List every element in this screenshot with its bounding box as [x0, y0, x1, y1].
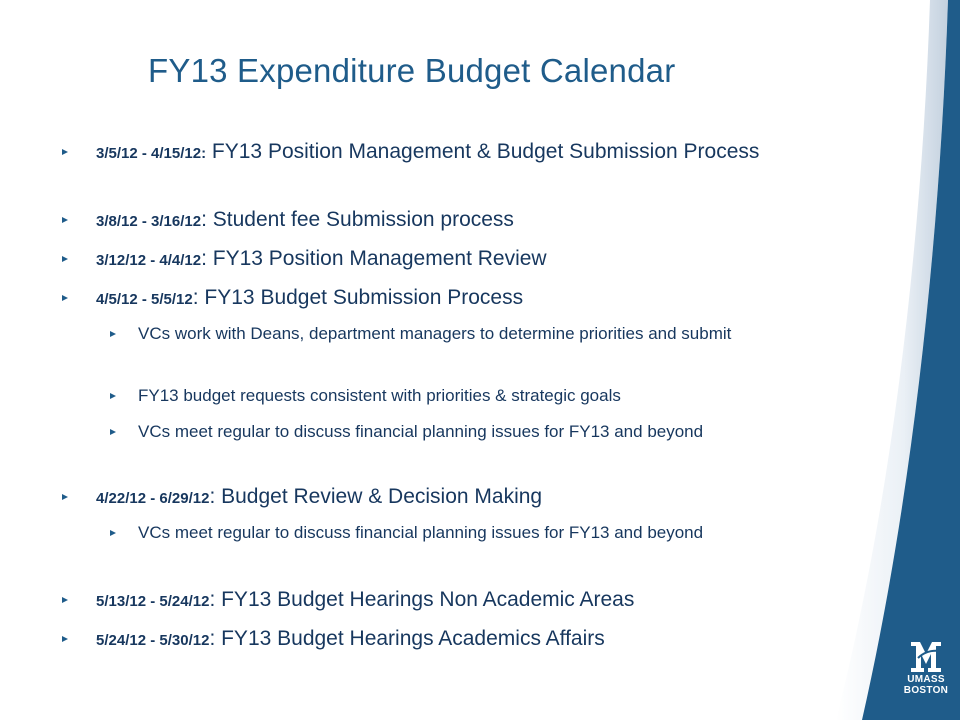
bullet-arrow-icon [62, 494, 68, 500]
bullet-arrow-icon [62, 597, 68, 603]
sub-bullet-item [138, 420, 878, 444]
umass-m-logo-icon [908, 640, 944, 674]
sub-bullet-item [138, 322, 878, 346]
bullet-arrow-icon [62, 149, 68, 155]
bullet-date: 4/5/12 - 5/5/12 [96, 291, 193, 308]
bullet-arrow-icon [110, 331, 116, 337]
bullet-item [96, 206, 886, 236]
bullet-item [96, 245, 886, 275]
bullet-item [96, 483, 886, 513]
bullet-text: : Student fee Submission process [201, 208, 514, 231]
bullet-arrow-icon [110, 429, 116, 435]
bullet-text: VCs meet regular to discuss financial planning issues for FY13 and beyond [138, 523, 704, 542]
bullet-text: FY13 Position Management & Budget Submission Process [206, 140, 760, 163]
bullet-arrow-icon [62, 636, 68, 642]
logo-line-1: UMASS [907, 674, 945, 685]
bullet-arrow-icon [110, 530, 116, 536]
bullet-item [96, 284, 886, 314]
bullet-date: 4/22/12 - 6/29/12 [96, 490, 210, 507]
bullet-text: VCs work with Deans, department managers to determine priorities and submit [138, 324, 732, 343]
bullet-item [96, 138, 886, 168]
bullet-date: 5/13/12 - 5/24/12 [96, 593, 210, 610]
bullet-text: : FY13 Position Management Review [201, 247, 547, 270]
bullet-arrow-icon [62, 256, 68, 262]
bullet-item [96, 586, 886, 616]
bullet-arrow-icon [110, 393, 116, 399]
sub-bullet-item [138, 384, 878, 408]
bullet-text: : FY13 Budget Hearings Non Academic Areas [209, 588, 635, 611]
bullet-date: 5/24/12 - 5/30/12 [96, 632, 210, 649]
umass-boston-logo [900, 640, 952, 712]
sub-bullet-item [138, 521, 878, 545]
bullet-arrow-icon [62, 295, 68, 301]
bullet-text: FY13 budget requests consistent with priorities & strategic goals [138, 386, 621, 405]
page-title: FY13 Expenditure Budget Calendar [148, 52, 676, 89]
bullet-text: : FY13 Budget Submission Process [192, 286, 524, 309]
bullet-arrow-icon [62, 217, 68, 223]
bullet-text: : FY13 Budget Hearings Academics Affairs [209, 627, 605, 650]
bullet-date: 3/8/12 - 3/16/12 [96, 213, 202, 230]
bullet-date: 3/12/12 - 4/4/12 [96, 252, 202, 269]
logo-line-2: BOSTON [903, 685, 949, 696]
bullet-date: 3/5/12 - 4/15/12: [96, 145, 207, 162]
bullet-text: : Budget Review & Decision Making [209, 485, 543, 508]
bullet-text: VCs meet regular to discuss financial planning issues for FY13 and beyond [138, 422, 704, 441]
bullet-item [96, 625, 886, 655]
